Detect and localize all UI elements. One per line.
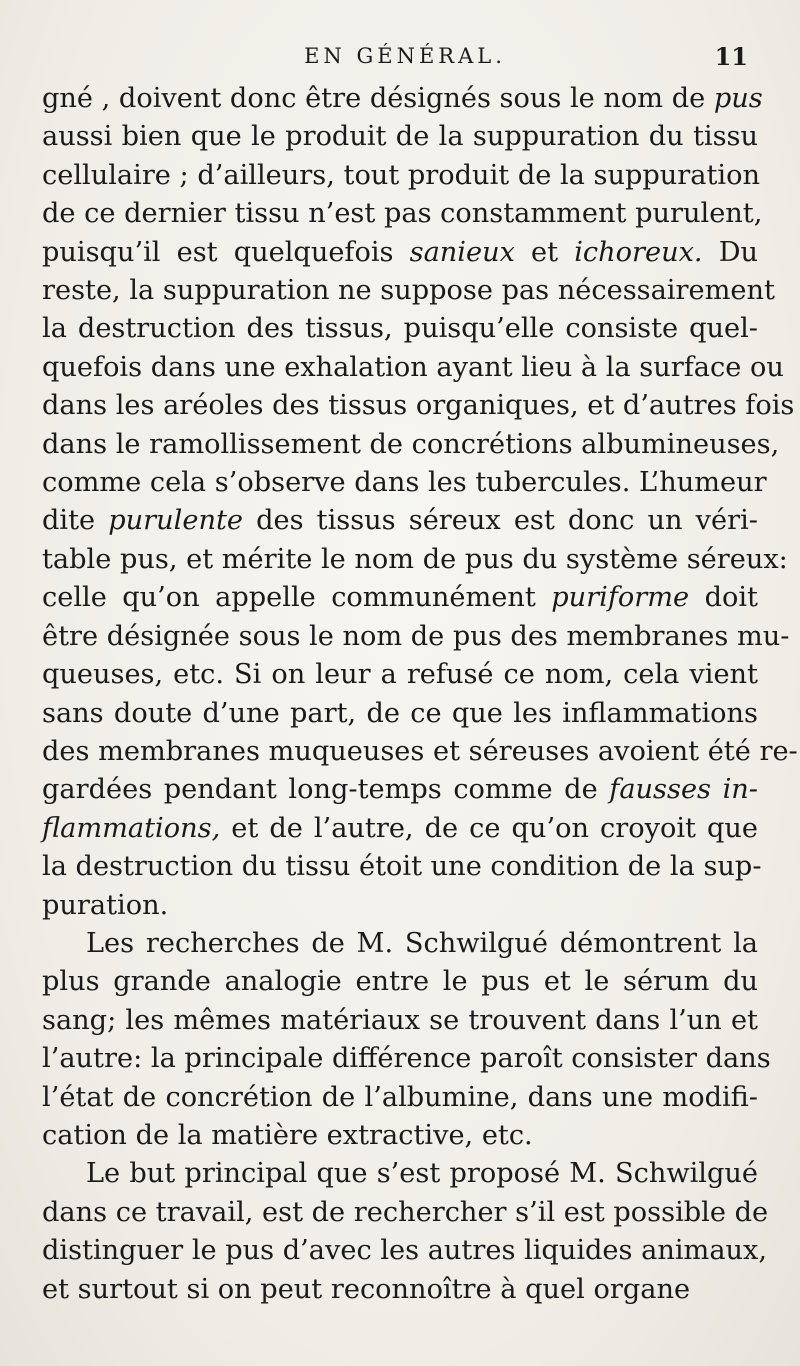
italic-text: purulente <box>108 505 243 537</box>
text-segment: Le but principal que s’est proposé M. Schwilgué <box>86 1158 758 1190</box>
text-line <box>42 464 767 502</box>
italic-text: puriforme <box>551 582 690 614</box>
text-segment: dite <box>42 505 109 537</box>
text-line <box>42 771 758 809</box>
text-line <box>42 1271 758 1309</box>
text-segment: des tissus séreux est donc un véri- <box>242 505 758 537</box>
text-segment: Du <box>702 236 759 268</box>
text-line <box>42 157 758 195</box>
text-segment: doit <box>689 582 758 614</box>
text-line <box>42 925 758 963</box>
text-line <box>42 387 795 425</box>
text-segment: puration. <box>42 889 169 921</box>
text-segment: sans doute d’une part, de ce que les inflammations <box>42 697 758 729</box>
text-line <box>42 118 758 156</box>
paragraph <box>42 1155 769 1309</box>
text-line <box>42 1079 758 1117</box>
text-segment: aussi bien que le produit de la suppuration du tissu <box>42 121 758 153</box>
text-line <box>42 310 758 348</box>
text-segment: la destruction du tissu étoit une condition de la sup- <box>42 851 762 883</box>
text-line <box>42 1117 758 1155</box>
text-segment: dans ce travail, est de rechercher s’il est possible de <box>42 1196 769 1228</box>
text-line <box>42 848 762 886</box>
text-segment: dans les aréoles des tissus organiques, et d’autres fois <box>42 390 795 422</box>
italic-text: flammations, <box>42 812 221 844</box>
text-line <box>42 502 758 540</box>
paragraph <box>42 925 771 1155</box>
text-line <box>42 426 780 464</box>
text-line <box>42 695 758 733</box>
running-head-title: EN GÉNÉRAL. <box>304 44 506 68</box>
text-line <box>42 272 775 310</box>
text-segment: table pus, et mérite le nom de pus du système séreux: <box>42 543 788 575</box>
text-segment: de ce dernier tissu n’est pas constamment purulent, <box>42 198 763 230</box>
text-line <box>42 1002 758 1040</box>
text-segment: des membranes muqueuses et séreuses avoient été re- <box>42 735 798 767</box>
text-segment: l’état de concrétion de l’albumine, dans une modifi- <box>42 1081 758 1113</box>
text-segment: la destruction des tissus, puisqu’elle consiste quel- <box>42 313 758 345</box>
paragraph <box>42 80 798 925</box>
text-line <box>42 733 798 771</box>
text-line <box>42 810 758 848</box>
text-segment: et <box>514 236 575 268</box>
text-segment: et de l’autre, de ce qu’on croyoit que <box>220 812 758 844</box>
text-line <box>42 1155 758 1193</box>
text-segment: gardées pendant long-temps comme de <box>42 774 610 806</box>
text-line <box>42 234 758 272</box>
text-line <box>42 579 758 617</box>
text-segment: puisqu’il est quelquefois <box>42 236 410 268</box>
italic-text: ichoreux. <box>574 236 703 268</box>
text-segment: Les recherches de M. Schwilgué démontrent la <box>86 927 758 959</box>
running-head <box>40 40 770 76</box>
text-segment: plus grande analogie entre le pus et le sérum du <box>42 966 758 998</box>
text-line <box>42 887 758 925</box>
text-line <box>42 80 763 118</box>
text-segment: comme cela s’observe dans les tubercules. L’humeur <box>42 467 767 499</box>
text-segment: l’autre: la principale différence paroît consister dans <box>42 1043 771 1075</box>
text-segment: queuses, etc. Si on leur a refusé ce nom, cela vient <box>42 659 758 691</box>
text-line <box>42 1232 768 1270</box>
text-line <box>42 349 784 387</box>
text-line <box>42 1194 769 1232</box>
text-segment: dans le ramollissement de concrétions albumineuses, <box>42 428 780 460</box>
text-line <box>42 1040 771 1078</box>
text-segment: celle qu’on appelle communément <box>42 582 552 614</box>
text-segment: quefois dans une exhalation ayant lieu à la surface ou <box>42 351 784 383</box>
text-line <box>42 541 788 579</box>
text-segment: sang; les mêmes matériaux se trouvent dans l’un et <box>42 1004 758 1036</box>
text-line <box>42 963 758 1001</box>
text-segment: gné , doivent donc être désignés sous le nom de <box>42 83 714 114</box>
page-number: 11 <box>714 42 748 71</box>
text-segment: et surtout si on peut reconnoître à quel organe <box>42 1273 691 1305</box>
body-text <box>42 80 798 1309</box>
text-segment: reste, la suppuration ne suppose pas nécessairement <box>42 275 775 307</box>
text-segment: être désignée sous le nom de pus des membranes mu- <box>42 620 790 652</box>
text-segment: cellulaire ; d’ailleurs, tout produit de la suppuration <box>42 159 760 191</box>
italic-text: pus <box>713 83 763 114</box>
text-line <box>42 195 763 233</box>
text-segment: cation de la matière extractive, etc. <box>42 1119 533 1151</box>
text-line <box>42 656 758 694</box>
text-line <box>42 618 790 656</box>
italic-text: fausses in- <box>609 774 758 806</box>
italic-text: sanieux <box>409 236 515 268</box>
text-segment: distinguer le pus d’avec les autres liquides animaux, <box>42 1235 768 1267</box>
